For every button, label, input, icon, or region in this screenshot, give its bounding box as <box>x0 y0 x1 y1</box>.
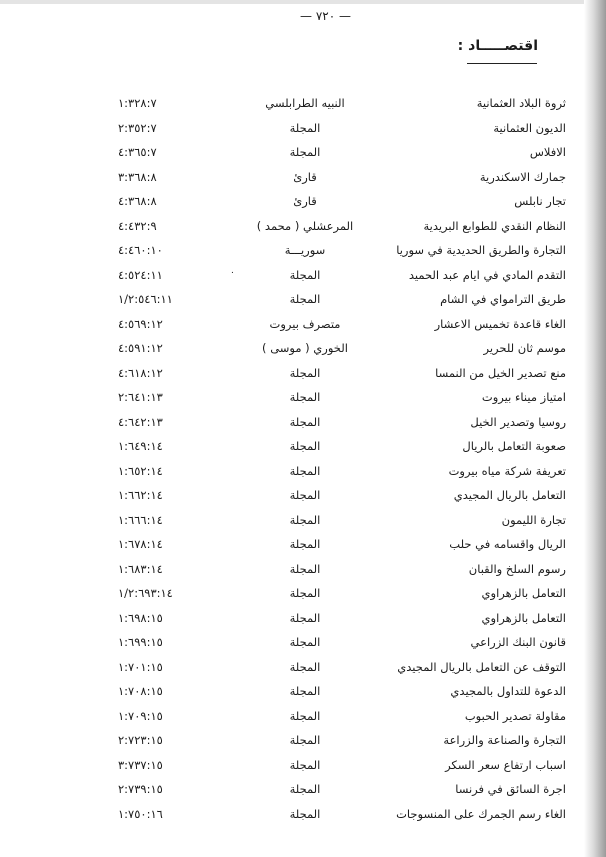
entry-title: صعوبة التعامل بالريال <box>462 439 566 453</box>
index-entry-row <box>0 268 606 293</box>
index-entry-row <box>0 660 606 685</box>
entry-title: الافلاس <box>529 145 566 159</box>
entry-author: قارئ <box>293 169 317 184</box>
index-entry-row <box>0 243 606 268</box>
index-entry-row <box>0 390 606 415</box>
entry-title: موسم ثان للحرير <box>483 341 566 355</box>
entry-author: متصرف بيروت <box>269 316 341 331</box>
index-entry-row <box>0 562 606 587</box>
index-entry-row <box>0 611 606 636</box>
entry-title: التجارة والصناعة والزراعة <box>443 733 566 747</box>
section-heading: اقتصـــــاد : <box>457 38 538 54</box>
entry-reference: ١:٦٤٩:١٤ <box>118 439 163 453</box>
entry-author: المجلة <box>289 537 321 551</box>
entry-title: ثروة البلاد العثمانية <box>476 96 566 110</box>
entry-reference: ١:٦٧٨:١٤ <box>118 537 163 551</box>
page-number: — ٧٢٠ — <box>300 9 351 23</box>
entry-author: المجلة <box>289 439 321 453</box>
entry-author: المجلة <box>289 120 321 135</box>
entry-title: مقاولة تصدير الحبوب <box>464 708 566 723</box>
entry-title: الغاء قاعدة تخميس الاعشار <box>434 316 566 331</box>
entry-title: النظام النقدي للطوابع البريدية <box>423 218 566 233</box>
entry-reference: ٢:٧٣٩:١٥ <box>118 782 163 796</box>
entry-title: التعامل بالزهراوي <box>481 610 566 625</box>
index-entry-row <box>0 439 606 464</box>
entry-reference: ١:٣٢٨:٧ <box>118 96 157 110</box>
index-entry-row <box>0 537 606 562</box>
entry-author: المجلة <box>289 463 321 478</box>
entry-reference: ١:٧٥٠:١٦ <box>118 806 163 821</box>
entry-title: الغاء رسم الجمرك على المنسوجات <box>396 806 566 821</box>
entry-author: المجلة <box>289 561 321 576</box>
entry-title: التعامل بالريال المجيدي <box>453 488 566 502</box>
index-entry-row <box>0 635 606 660</box>
entry-author: قارئ <box>293 194 317 208</box>
index-entry-row <box>0 758 606 783</box>
index-entry-row <box>0 488 606 513</box>
entry-author: المجلة <box>289 512 321 527</box>
index-entry-row <box>0 807 606 832</box>
entry-reference: ٤:٣٦٨:٨ <box>118 194 157 208</box>
entry-reference: ١:٦٩٨:١٥ <box>118 610 163 625</box>
entry-reference: ٤:٣٦٥:٧ <box>118 145 157 159</box>
index-entry-row <box>0 366 606 391</box>
index-entry-row <box>0 709 606 734</box>
page-top-edge <box>0 0 606 4</box>
entry-author: المجلة <box>289 733 321 747</box>
index-entry-row <box>0 317 606 342</box>
index-entry-row <box>0 733 606 758</box>
entry-reference: ١:٧٠٩:١٥ <box>118 708 163 723</box>
entry-reference: ١:٦٩٩:١٥ <box>118 635 163 649</box>
entry-reference: ٤:٦٤٢:١٣ <box>118 414 163 429</box>
entry-author: المجلة <box>289 586 321 600</box>
entry-title: رسوم السلخ والقبان <box>468 561 566 576</box>
entry-author: المجلة <box>289 488 321 502</box>
index-entry-row <box>0 464 606 489</box>
entry-reference: ١:٧٠٨:١٥ <box>118 684 163 698</box>
entry-author: المجلة <box>289 610 321 625</box>
index-entry-row <box>0 121 606 146</box>
index-entry-row <box>0 341 606 366</box>
entry-title: روسيا وتصدير الخيل <box>470 414 566 429</box>
entry-reference: ١:٧٠١:١٥ <box>118 659 163 674</box>
entry-title: الديون العثمانية <box>493 120 566 135</box>
entry-title: الريال واقسامه في حلب <box>449 537 566 551</box>
entry-title: التوقف عن التعامل بالريال المجيدي <box>397 659 566 674</box>
entry-reference: ١:٦٦٢:١٤ <box>118 488 163 502</box>
entry-title: جمارك الاسكندرية <box>479 169 566 184</box>
entry-title: تجار نابلس <box>514 194 566 208</box>
entry-title: قانون البنك الزراعي <box>470 635 566 649</box>
entry-title: التجارة والطريق الحديدية في سوريا <box>396 243 566 257</box>
entry-author: المجلة <box>289 757 321 772</box>
entry-author: المجلة <box>289 684 321 698</box>
entry-author: المجلة <box>289 635 321 649</box>
index-entry-row <box>0 170 606 195</box>
entry-title: اسباب ارتفاع سعر السكر <box>445 757 566 772</box>
entry-title: التعامل بالزهراوي <box>481 586 566 600</box>
entry-author: سوريـــة <box>284 243 326 257</box>
entry-title: تعريفة شركة مياه بيروت <box>448 463 566 478</box>
entry-author: المجلة <box>289 782 321 796</box>
index-entries-list <box>0 96 606 831</box>
entry-reference: ٤:٥٩١:١٢ <box>118 341 163 355</box>
index-entry-row <box>0 219 606 244</box>
entry-author: المجلة <box>289 708 321 723</box>
entry-reference: ٢:٣٥٢:٧ <box>118 120 157 135</box>
index-entry-row <box>0 96 606 121</box>
heading-underline <box>467 63 537 64</box>
entry-title: اجرة السائق في فرنسا <box>455 782 566 796</box>
entry-reference: ١/٢:٥٤٦:١١ <box>118 292 173 306</box>
entry-reference: ١:٦٦٦:١٤ <box>118 512 163 527</box>
entry-title: الدعوة للتداول بالمجيدي <box>450 684 566 698</box>
entry-reference: ٣:٧٣٧:١٥ <box>118 757 163 772</box>
entry-reference: ١/٢:٦٩٣:١٤ <box>118 586 173 600</box>
entry-reference: ١:٦٨٣:١٤ <box>118 561 163 576</box>
entry-author: النبيه الطرابلسي <box>265 96 345 110</box>
entry-title: امتياز ميناء بيروت <box>481 390 566 404</box>
entry-author: المجلة <box>289 390 321 404</box>
entry-reference: ٤:٤٦٠:١٠ <box>118 243 163 257</box>
entry-author: المجلة <box>289 365 321 380</box>
entry-reference: ٤:٥٦٩:١٢ <box>118 316 163 331</box>
index-entry-row <box>0 415 606 440</box>
entry-title: منع تصدير الخيل من النمسا <box>435 365 566 380</box>
entry-reference: ٤:٥٢٤:١١ <box>118 267 163 282</box>
index-entry-row <box>0 513 606 538</box>
entry-title: تجارة الليمون <box>501 512 566 527</box>
stray-mark: ٠ <box>230 267 235 278</box>
index-entry-row <box>0 586 606 611</box>
entry-author: المجلة <box>289 659 321 674</box>
entry-author: المجلة <box>289 267 321 282</box>
entry-author: المجلة <box>289 145 321 159</box>
index-entry-row <box>0 782 606 807</box>
entry-author: الخوري ( موسى ) <box>262 341 348 355</box>
entry-title: التقدم المادي في ايام عبد الحميد <box>408 267 566 282</box>
index-entry-row <box>0 194 606 219</box>
entry-reference: ٢:٧٢٣:١٥ <box>118 733 163 747</box>
entry-author: المرعشلي ( محمد ) <box>256 218 354 233</box>
entry-reference: ٤:٦١٨:١٢ <box>118 365 163 380</box>
entry-author: المجلة <box>289 292 321 306</box>
entry-reference: ١:٦٥٢:١٤ <box>118 463 163 478</box>
entry-author: المجلة <box>289 806 321 821</box>
index-entry-row <box>0 684 606 709</box>
entry-reference: ٣:٣٦٨:٨ <box>118 169 157 184</box>
entry-author: المجلة <box>289 414 321 429</box>
entry-reference: ٤:٤٣٢:٩ <box>118 218 157 233</box>
entry-title: طريق الترامواي في الشام <box>440 292 566 306</box>
index-entry-row <box>0 292 606 317</box>
index-entry-row <box>0 145 606 170</box>
entry-reference: ٢:٦٤١:١٣ <box>118 390 163 404</box>
